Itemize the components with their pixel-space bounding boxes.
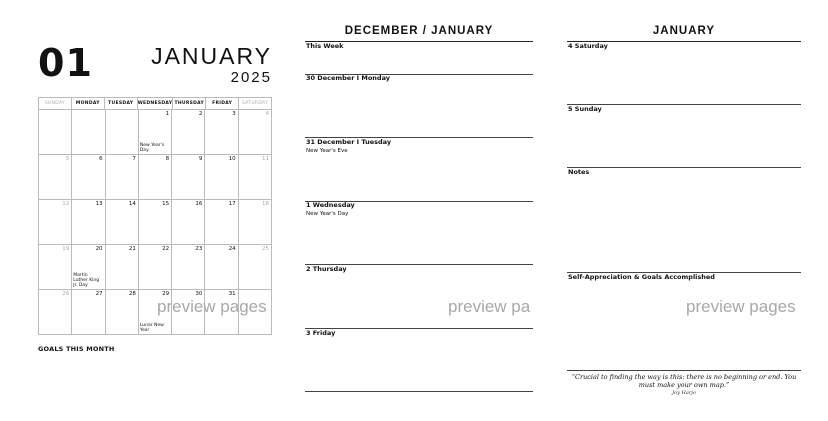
goals-label: GOALS THIS MONTH [38, 345, 115, 353]
holiday-label: Martin Luther King Jr. Day [73, 273, 100, 288]
week-section[interactable] [305, 42, 533, 76]
day-number: 3 [232, 111, 236, 117]
calendar-day-cell[interactable] [39, 245, 72, 289]
calendar-day-cell[interactable] [72, 200, 105, 244]
calendar-day-cell[interactable] [106, 290, 139, 334]
calendar-day-cell[interactable] [139, 155, 172, 199]
monthly-calendar-page [38, 0, 272, 421]
calendar-day-cell[interactable] [106, 200, 139, 244]
calendar-day-cell[interactable] [72, 245, 105, 289]
day-label: 1 Wednesday [306, 201, 355, 209]
day-number: 5 [65, 156, 70, 162]
calendar-week-row [39, 155, 271, 200]
calendar-day-cell[interactable] [172, 245, 205, 289]
day-number: 18 [261, 201, 269, 207]
goals-accomplished-section[interactable] [567, 273, 801, 373]
calendar-day-cell[interactable] [172, 110, 205, 154]
calendar-day-cell[interactable] [239, 200, 271, 244]
calendar-day-cell[interactable] [205, 110, 238, 154]
calendar-week-row [39, 110, 271, 155]
goals-accomplished-label: Self-Appreciation & Goals Accomplished [568, 273, 715, 281]
calendar-day-cell[interactable] [39, 200, 72, 244]
calendar-day-cell[interactable] [39, 155, 72, 199]
calendar-day-cell[interactable] [239, 155, 271, 199]
day-label: 5 Sunday [568, 105, 602, 113]
calendar-day-cell[interactable] [139, 245, 172, 289]
page-title: JANUARY [652, 25, 716, 37]
watermark-text: preview pages [157, 297, 267, 316]
day-number: 1 [165, 111, 170, 117]
calendar-day-cell[interactable] [39, 110, 72, 154]
calendar-day-cell[interactable] [72, 155, 105, 199]
day-label: 31 December I Tuesday [306, 138, 392, 146]
day-section[interactable] [567, 42, 801, 106]
calendar-day-cell[interactable] [239, 110, 271, 154]
day-number: 10 [228, 156, 236, 162]
section-label: This Week [306, 42, 344, 50]
watermark-text: preview pa [448, 297, 531, 316]
day-number: 4 [265, 111, 269, 117]
calendar-day-cell[interactable] [139, 110, 172, 154]
notes-section[interactable] [567, 168, 801, 274]
calendar-day-cell[interactable] [72, 110, 105, 154]
calendar-day-cell[interactable] [172, 200, 205, 244]
day-label: 2 Thursday [306, 265, 347, 273]
day-number: 27 [95, 291, 103, 297]
calendar-day-cell[interactable] [205, 245, 238, 289]
weekday-header: WEDNESDAY [138, 98, 174, 109]
day-number: 31 [228, 291, 236, 297]
month-year: 2025 [230, 69, 272, 86]
calendar-day-cell[interactable] [239, 245, 271, 289]
calendar-day-cell[interactable] [106, 245, 139, 289]
day-number: 28 [128, 291, 136, 297]
day-number: 14 [128, 201, 136, 207]
day-number: 8 [165, 156, 170, 162]
day-number: 12 [62, 201, 70, 207]
divider [567, 370, 801, 371]
day-number: 9 [198, 156, 203, 162]
quote-author: Joy Harjo [672, 390, 696, 396]
weekday-header: MONDAY [72, 98, 105, 109]
holiday-label: New Year's Day [306, 211, 349, 217]
day-section[interactable] [305, 74, 533, 139]
weekend-page [567, 0, 801, 421]
day-number: 15 [162, 201, 170, 207]
day-number: 11 [261, 156, 269, 162]
holiday-label: Lunar New Year [139, 323, 164, 333]
quote-text: “Crucial to finding the way is this: there is no beginning or end. You must make your own map.” [571, 373, 797, 389]
weekday-header: FRIDAY [206, 98, 239, 109]
day-section[interactable] [305, 138, 533, 203]
calendar-week-row [39, 200, 271, 245]
holiday-label: New Year's Day [139, 143, 165, 153]
day-number: 29 [162, 291, 170, 297]
weekday-header: SATURDAY [242, 101, 269, 106]
day-number: 20 [95, 246, 103, 252]
month-number: 01 [38, 41, 93, 85]
notes-label: Notes [568, 168, 590, 176]
watermark-text: preview pages [686, 297, 796, 316]
day-section[interactable] [305, 329, 533, 394]
weekly-page [305, 0, 533, 421]
day-number: 6 [99, 156, 103, 162]
holiday-label: New Year's Eve [306, 148, 348, 154]
calendar-day-cell[interactable] [205, 155, 238, 199]
calendar-week-row [39, 245, 271, 290]
day-number: 30 [195, 291, 203, 297]
day-number: 23 [195, 246, 203, 252]
day-number: 22 [162, 246, 170, 252]
weekday-header-row [39, 98, 271, 110]
calendar-day-cell[interactable] [139, 200, 172, 244]
calendar-day-cell[interactable] [72, 290, 105, 334]
day-number: 2 [198, 111, 203, 117]
day-number: 16 [195, 201, 203, 207]
day-section[interactable] [305, 201, 533, 266]
day-number: 21 [128, 246, 136, 252]
weekday-header: TUESDAY [105, 98, 138, 109]
page-title: DECEMBER / JANUARY [344, 25, 494, 37]
day-label: 4 Saturday [568, 42, 608, 50]
weekday-header: THURSDAY [173, 98, 206, 109]
day-label: 30 December I Monday [306, 74, 390, 82]
calendar-day-cell[interactable] [205, 200, 238, 244]
day-number: 19 [62, 246, 70, 252]
day-number: 26 [62, 291, 70, 297]
day-number: 17 [228, 201, 236, 207]
calendar-day-cell[interactable] [172, 155, 205, 199]
day-number: 7 [132, 156, 136, 162]
divider [305, 391, 533, 392]
weekday-header: SUNDAY [39, 98, 72, 109]
day-number: 13 [95, 201, 103, 207]
day-number: 24 [228, 246, 236, 252]
month-name: JANUARY [151, 43, 272, 69]
calendar-day-cell[interactable] [106, 155, 139, 199]
day-label: 3 Friday [306, 329, 336, 337]
calendar-day-cell[interactable] [106, 110, 139, 154]
day-section[interactable] [567, 105, 801, 169]
calendar-day-cell[interactable] [39, 290, 72, 334]
day-number: 25 [261, 246, 269, 252]
